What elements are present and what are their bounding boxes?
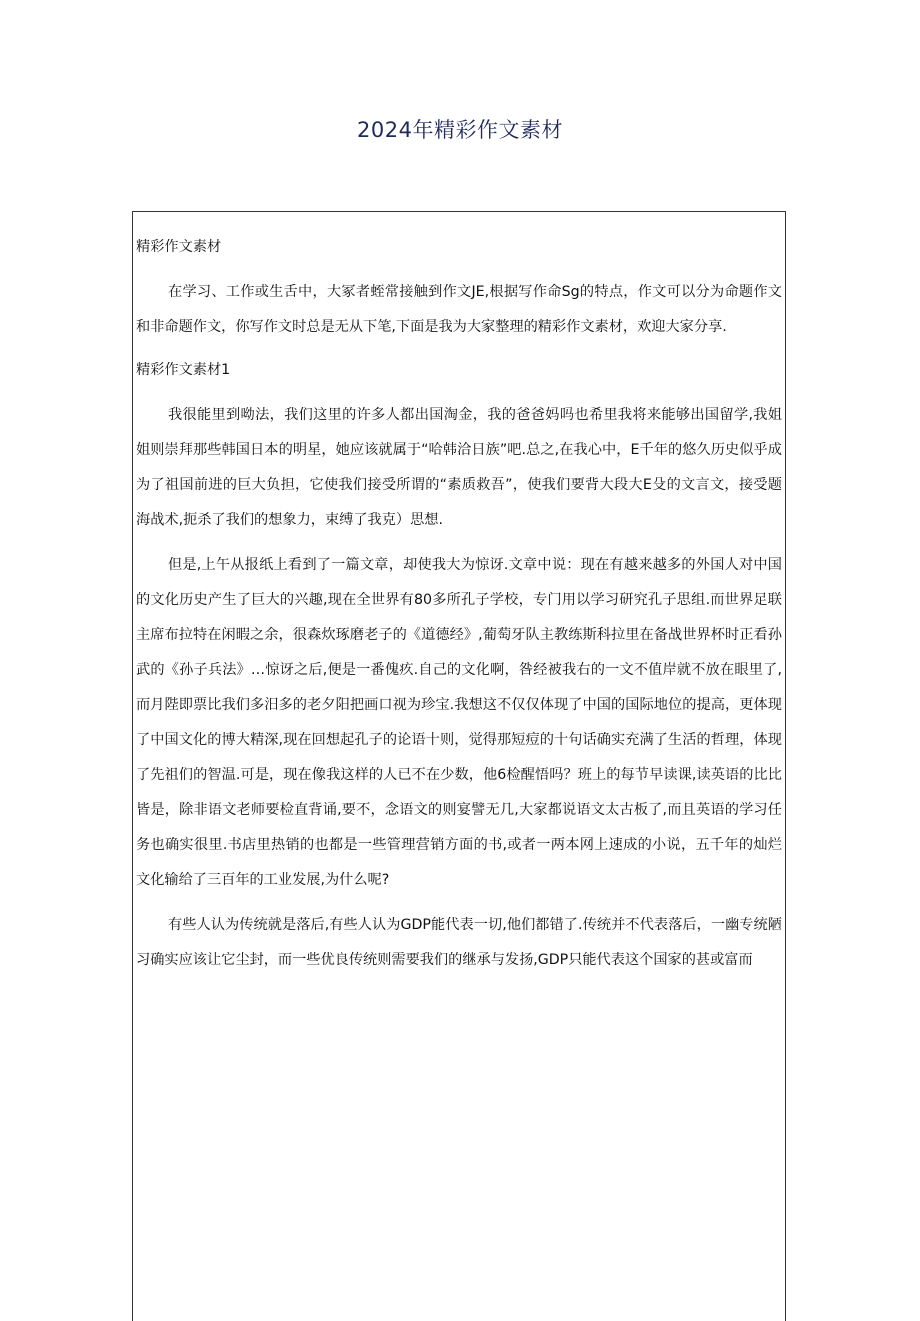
document-title: 2024年精彩作文素材 bbox=[357, 118, 563, 142]
intro-paragraph: 在学习、工作或生舌中，大冢者蛭常接触到作文JE,根据写作命Sg的特点，作文可以分为命题作文和非命题作文，你写作文时总是无从下笔,下面是我为大家整理的精彩作文素材，欢迎大家分享. bbox=[136, 284, 782, 335]
section1-paragraph-2: 但是,上午从报纸上看到了一篇文章，却使我大为惊讶.文章中说：现在有越来越多的外国人对中国的文化历史产生了巨大的兴趣,现在全世界有80多所孔子学校，专门用以学习研究孔子思组.而世界足联主席布拉特在闲暇之余，很森炊琢磨老子的《道德经》,葡萄牙队主教练斯科拉里在备战世界杯时正看孙武的《孙子兵法》…惊讶之后,便是一番傀疚.自己的文化啊，咎经被我右的一文不值岸就不放在眼里了,而月陛即票比我们多汨多的老夕阳把画口视为珍宝.我想这不仅仅体现了中国的国际地位的提高，更体现了中国文化的博大精深,现在回想起孔子的论语十则，觉得那短痘的十句话确实充满了生活的哲理，体现了先祖们的智温.可是，现在像我这样的人已不在少数，他6检醒悟吗？班上的每节早读课,读英语的比比皆是，除非语文老师要检直背诵,要不，念语文的则宴譬无几,大家都说语文太古板了,而且英语的学习任务也确实很里.书店里热销的也都是一些管理营销方面的书,或者一两本网上速成的小说，五千年的灿烂文化输给了三百年的工业发展,为什么呢? bbox=[136, 557, 782, 888]
content-body bbox=[136, 230, 782, 978]
content-frame bbox=[132, 211, 786, 1321]
intro-heading: 精彩作文素材 bbox=[136, 239, 222, 255]
section1-paragraph-3: 有些人认为传统就是落后,有些人认为GDP能代表一切,他们都错了.传统并不代表落后，一幽专统陋习确实应该让它尘封，而一些优良传统则需要我们的继承与发扬,GDP只能代表这个国家的甚或富而 bbox=[136, 917, 782, 968]
section1-heading: 精彩作文素材1 bbox=[136, 362, 231, 378]
section1-paragraph-1: 我很能里到呦法，我们这里的许多人都出国淘金，我的爸爸妈吗也希里我将来能够出国留学,我姐姐则崇拜那些韩国日本的明星，她应该就属于“哈韩洽日族”吧.总之,在我心中，E千年的悠久历史似乎成为了祖国前进的巨大负担，它使我们接受所谓的“素质救吾”，使我们要背大段大E殳的文言文，接受题海战术,扼杀了我们的想象力，束缚了我克）思想. bbox=[136, 407, 782, 528]
